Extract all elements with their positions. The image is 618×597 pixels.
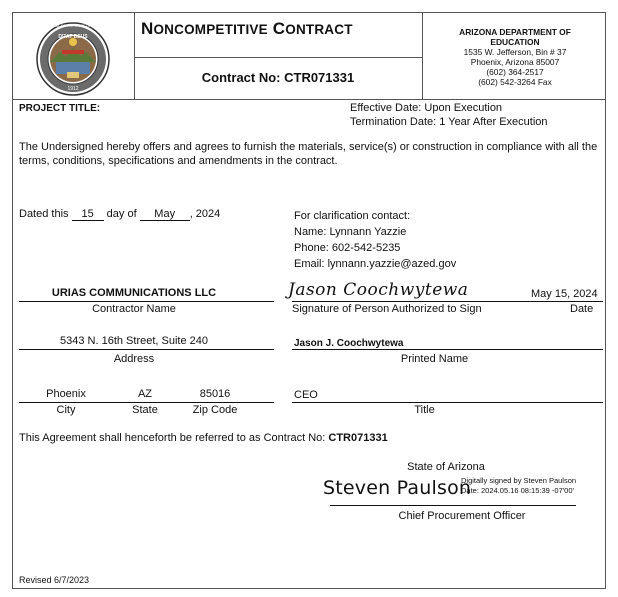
title-line: [292, 402, 603, 403]
signature-line: [292, 301, 603, 302]
city-state-zip-line: [19, 402, 274, 403]
header-divider: [134, 57, 422, 58]
address-label: Address: [113, 353, 155, 365]
printed-name: Jason J. Coochwytewa: [294, 338, 404, 349]
title-label: Title: [414, 404, 435, 416]
dated-day-of: day of: [106, 208, 137, 220]
seal-ring-text: GREAT SEAL OF THE STATE OF ARIZONA: [38, 24, 108, 28]
agency-block: [425, 27, 605, 87]
contractor-address: 5343 N. 16th Street, Suite 240: [60, 335, 208, 347]
header-divider: [422, 12, 423, 99]
zip-label: Zip Code: [192, 404, 238, 416]
digital-signature-stamp: [461, 476, 576, 496]
dated-day: 15: [72, 208, 104, 221]
agency-city: Phoenix, Arizona 85007: [470, 57, 560, 67]
offer-paragraph: The Undersigned hereby offers and agrees to furnish the materials, service(s) or construction in compliance with all the terms, conditions, specifications and amendments in the contract.: [19, 141, 598, 167]
chief-procurement-officer-label: Chief Procurement Officer: [398, 510, 526, 522]
state-digital-signature: Steven Paulson: [323, 477, 472, 499]
contractor-name-label: Contractor Name: [92, 303, 176, 315]
printed-name-label: Printed Name: [400, 353, 469, 365]
state-of-arizona-label: State of Arizona: [407, 461, 485, 473]
dated-year: , 2024: [189, 208, 221, 220]
contract-number-header: Contract No: CTR071331: [201, 70, 355, 85]
agency-name: EDUCATION: [490, 37, 540, 47]
officer-signature-line: [330, 505, 576, 506]
agency-name: ARIZONA DEPARTMENT OF: [459, 27, 571, 37]
termination-date: Termination Date: 1 Year After Execution: [350, 116, 548, 128]
agency-phone: (602) 364-2517: [486, 67, 544, 77]
signature-label: Signature of Person Authorized to Sign: [292, 303, 482, 315]
agreement-contract-number: CTR071331: [328, 432, 388, 444]
contractor-name-line: [19, 301, 274, 302]
digital-signed-by: Digitally signed by Steven Paulson: [461, 476, 577, 485]
state-label: State: [132, 404, 158, 416]
agreement-line: [19, 432, 388, 444]
printed-name-line: [292, 349, 603, 350]
dated-line: [19, 208, 220, 221]
document-title: NONCOMPETITIVE CONTRACT: [141, 19, 353, 38]
contractor-state: AZ: [137, 388, 153, 400]
clarification-label: For clarification contact:: [294, 210, 411, 222]
clarification-name: Name: Lynnann Yazzie: [294, 226, 407, 238]
contractor-signature: Jason Coochwytewa: [288, 280, 469, 300]
clarification-block: [294, 208, 456, 272]
signature-date: May 15, 2024: [531, 288, 598, 300]
contractor-city: Phoenix: [46, 388, 86, 400]
contractor-zip: 85016: [199, 388, 231, 400]
project-title-label: PROJECT TITLE:: [19, 103, 101, 114]
header-divider: [12, 99, 606, 100]
digital-signed-date: Date: 2024.05.16 08:15:39 -07'00': [461, 486, 574, 495]
date-label: Date: [570, 303, 594, 315]
signer-title: CEO: [294, 389, 318, 401]
seal-year: 1912: [67, 86, 79, 92]
agency-address: 1535 W. Jefferson, Bin # 37: [463, 47, 567, 57]
clarification-email: Email: lynnann.yazzie@azed.gov: [294, 258, 457, 270]
contractor-name: URIAS COMMUNICATIONS LLC: [51, 287, 217, 299]
dated-month: May: [140, 208, 190, 221]
address-line: [19, 349, 274, 350]
header-divider: [134, 12, 135, 99]
clarification-phone: Phone: 602-542-5235: [294, 242, 401, 254]
effective-date: Effective Date: Upon Execution: [350, 102, 503, 114]
agreement-text: This Agreement shall henceforth be referred to as Contract No:: [19, 432, 326, 444]
agency-fax: (602) 542-3264 Fax: [478, 77, 552, 87]
revised-date: Revised 6/7/2023: [19, 575, 90, 585]
dated-prefix: Dated this: [19, 208, 69, 220]
seal-banner: DITAT DEUS: [58, 34, 88, 40]
city-label: City: [56, 404, 76, 416]
